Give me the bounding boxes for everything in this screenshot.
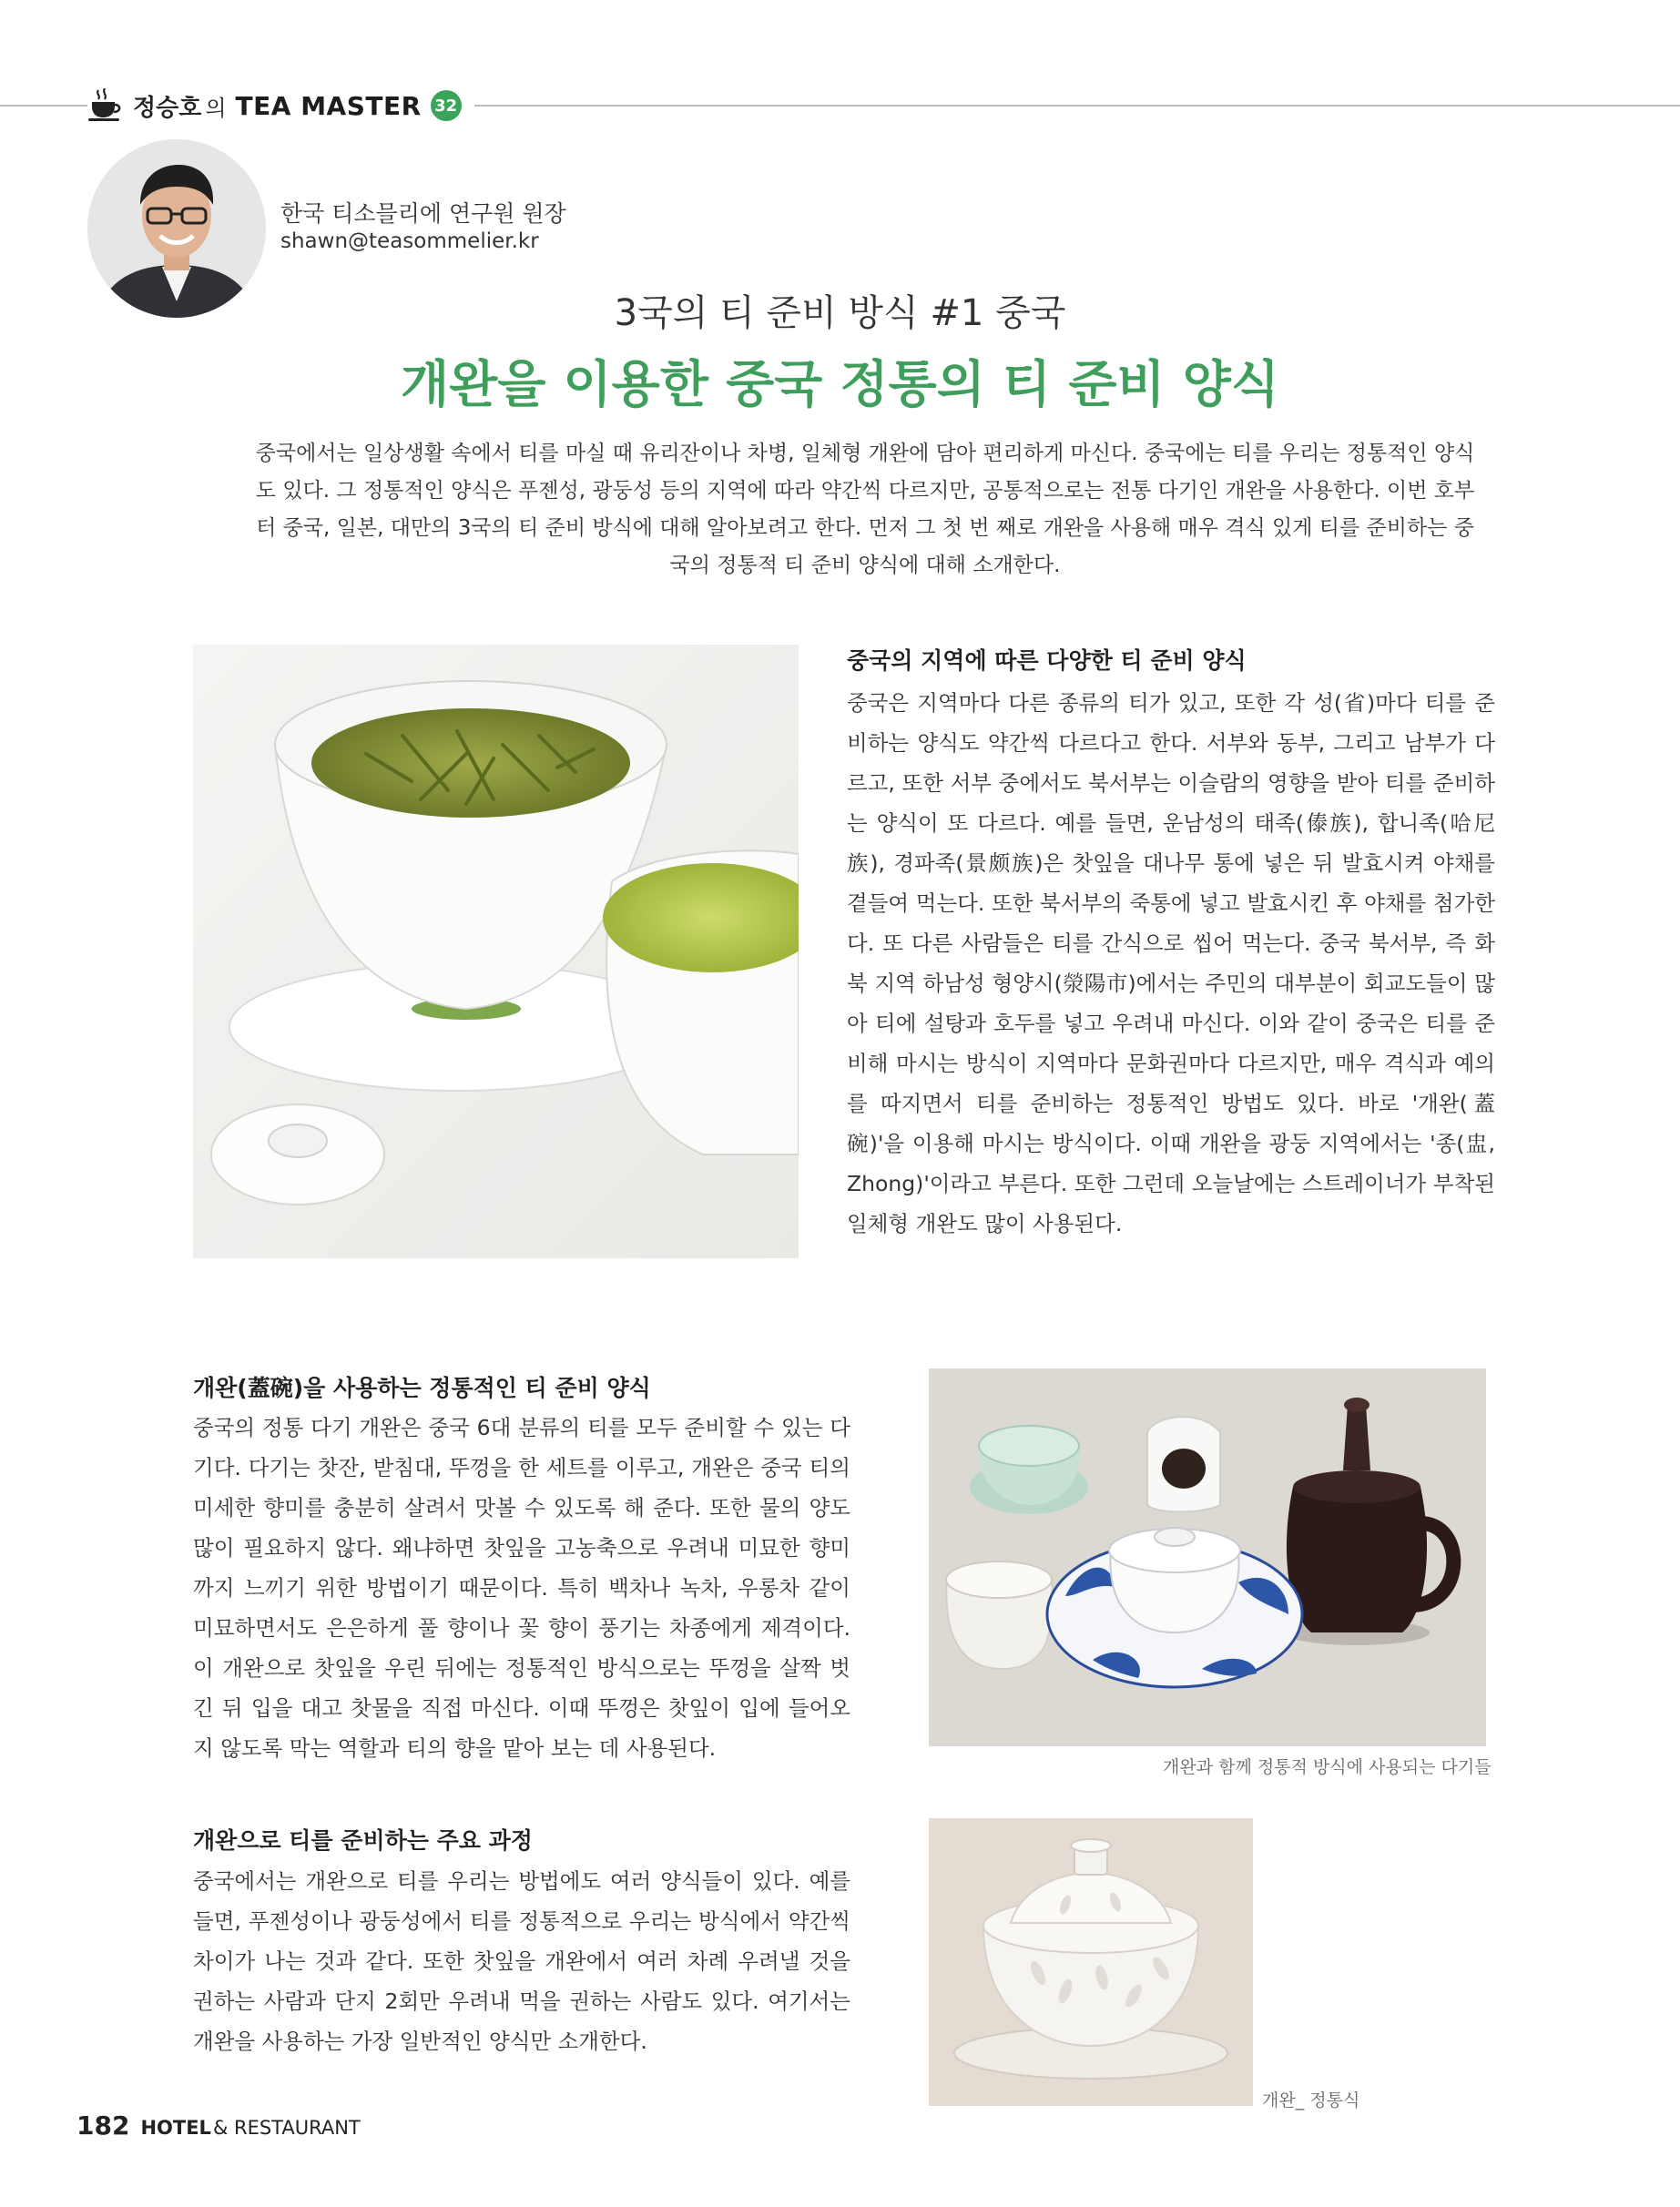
- article-subtitle: 3국의 티 준비 방식 #1 중국: [614, 292, 1066, 334]
- issue-badge: 32: [431, 90, 462, 121]
- teacup-icon: [87, 88, 124, 123]
- page-footer: [76, 2110, 361, 2141]
- white-gaiwan-illustration-icon: [929, 1818, 1253, 2106]
- teaware-set-photo: [929, 1368, 1486, 1746]
- teaware-set-illustration-icon: [929, 1368, 1486, 1746]
- section-1-title: 중국의 지역에 따른 다양한 티 준비 양식: [847, 647, 1247, 674]
- column-header: [87, 82, 474, 129]
- section-3-body: 중국에서는 개완으로 티를 우리는 방법에도 여러 양식들이 있다. 예를 들면, 푸젠성이나 광둥성에서 티를 정통적으로 우리는 방식에서 약간씩 차이가 나는 것과 같다. 또한 찻잎을 개완에서 여러 차례 우려낼 것을 권하는 사람과 단지 2회만 우려내 먹을 권하는 사람도 있다. 여기서는 개완을 사용하는 가장 일반적인 양식만 소개한다.: [193, 1868, 850, 2054]
- section-2-title: 개완(蓋碗)을 사용하는 정통적인 티 준비 양식: [193, 1375, 651, 1401]
- magazine-name-rest: & RESTAURANT: [212, 2117, 361, 2139]
- section-2-body: 중국의 정통 다기 개완은 중국 6대 분류의 티를 모두 준비할 수 있는 다기다. 다기는 찻잔, 받침대, 뚜껑을 한 세트를 이루고, 개완은 중국 티의 미세한 향미를 충분히 살려서 맛볼 수 있도록 해 준다. 또한 물의 양도 많이 필요하지 않다. 왜냐하면 찻잎을 고농축으로 우려내 미묘한 향미까지 느끼기 위한 방법이기 때문이다. 특히 백차나 녹차, 우롱차 같이 미묘하면서도 은은하게 풀 향이나 꽃 향이 풍기는 차종에게 제격이다. 이 개완으로 찻잎을 우린 뒤에는 정통적인 방식으로는 뚜껑을 살짝 벗긴 뒤 입을 대고 찻물을 직접 마신다. 이때 뚜껑은 찻잎이 입에 들어오지 않도록 막는 역할과 티의 향을 맡아 보는 데 사용된다.: [193, 1415, 850, 1761]
- gaiwan-caption: 개완_ 정통식: [1262, 2090, 1360, 2110]
- teaware-caption: 개완과 함께 정통적 방식에 사용되는 다기들: [1163, 1757, 1492, 1777]
- possessive-particle: 의: [205, 95, 227, 121]
- author-email: shawn@teasommelier.kr: [280, 229, 539, 253]
- white-gaiwan-photo: [929, 1818, 1253, 2106]
- series-name: TEA MASTER: [235, 90, 422, 121]
- section-3-title: 개완으로 티를 준비하는 주요 과정: [193, 1827, 533, 1854]
- magazine-name-bold: HOTEL: [140, 2117, 211, 2139]
- gaiwan-tea-illustration-icon: [193, 645, 799, 1258]
- section-1-body: 중국은 지역마다 다른 종류의 티가 있고, 또한 각 성(省)마다 티를 준비하는 양식도 약간씩 다르다고 한다. 서부와 동부, 그리고 남부가 다르고, 또한 서부 중에서도 북서부는 이슬람의 영향을 받아 티를 준비하는 양식이 또 다르다. 예를 들면, 운남성의 태족(傣族), 합니족(哈尼族), 경파족(景颇族)은 찻잎을 대나무 통에 넣은 뒤 발효시켜 야채를 곁들여 먹는다. 또한 북서부의 죽통에 넣고 발효시킨 후 야채를 첨가한다. 또 다른 사람들은 티를 간식으로 씹어 먹는다. 중국 북서부, 즉 화북 지역 하남성 형양시(滎陽市)에서는 주민의 대부분이 회교도들이 많아 티에 설탕과 호두를 넣고 우려내 마신다. 이와 같이 중국은 티를 준비해 마시는 방식이 지역마다 문화권마다 다르지만, 매우 격식과 예의를 따지면서 티를 준비하는 정통적인 방법도 있다. 바로 '개완(蓋碗)'을 이용해 마시는 방식이다. 이때 개완을 광둥 지역에서는 '종(盅, Zhong)'이라고 부른다. 또한 그런데 오늘날에는 스트레이너가 부착된 일체형 개완도 많이 사용된다.: [847, 690, 1495, 1236]
- green-tea-gaiwan-photo: [193, 645, 799, 1258]
- article-lead: 중국에서는 일상생활 속에서 티를 마실 때 유리잔이나 차병, 일체형 개완에 담아 편리하게 마신다. 중국에는 티를 우리는 정통적인 양식도 있다. 그 정통적인 양식은 푸젠성, 광둥성 등의 지역에 따라 약간씩 다르지만, 공통적으로는 전통 다기인 개완을 사용한다. 이번 호부터 중국, 일본, 대만의 3국의 티 준비 방식에 대해 알아보려고 한다. 먼저 그 첫 번 째로 개완을 사용해 매우 격식 있게 티를 준비하는 중국의 정통적 티 준비 양식에 대해 소개한다.: [255, 442, 1475, 577]
- author-name: 정승호: [133, 94, 202, 122]
- author-title: 한국 티소믈리에 연구원 원장: [280, 200, 566, 227]
- article-title: 개완을 이용한 중국 정통의 티 준비 양식: [401, 355, 1279, 413]
- page-number: 182: [76, 2110, 130, 2141]
